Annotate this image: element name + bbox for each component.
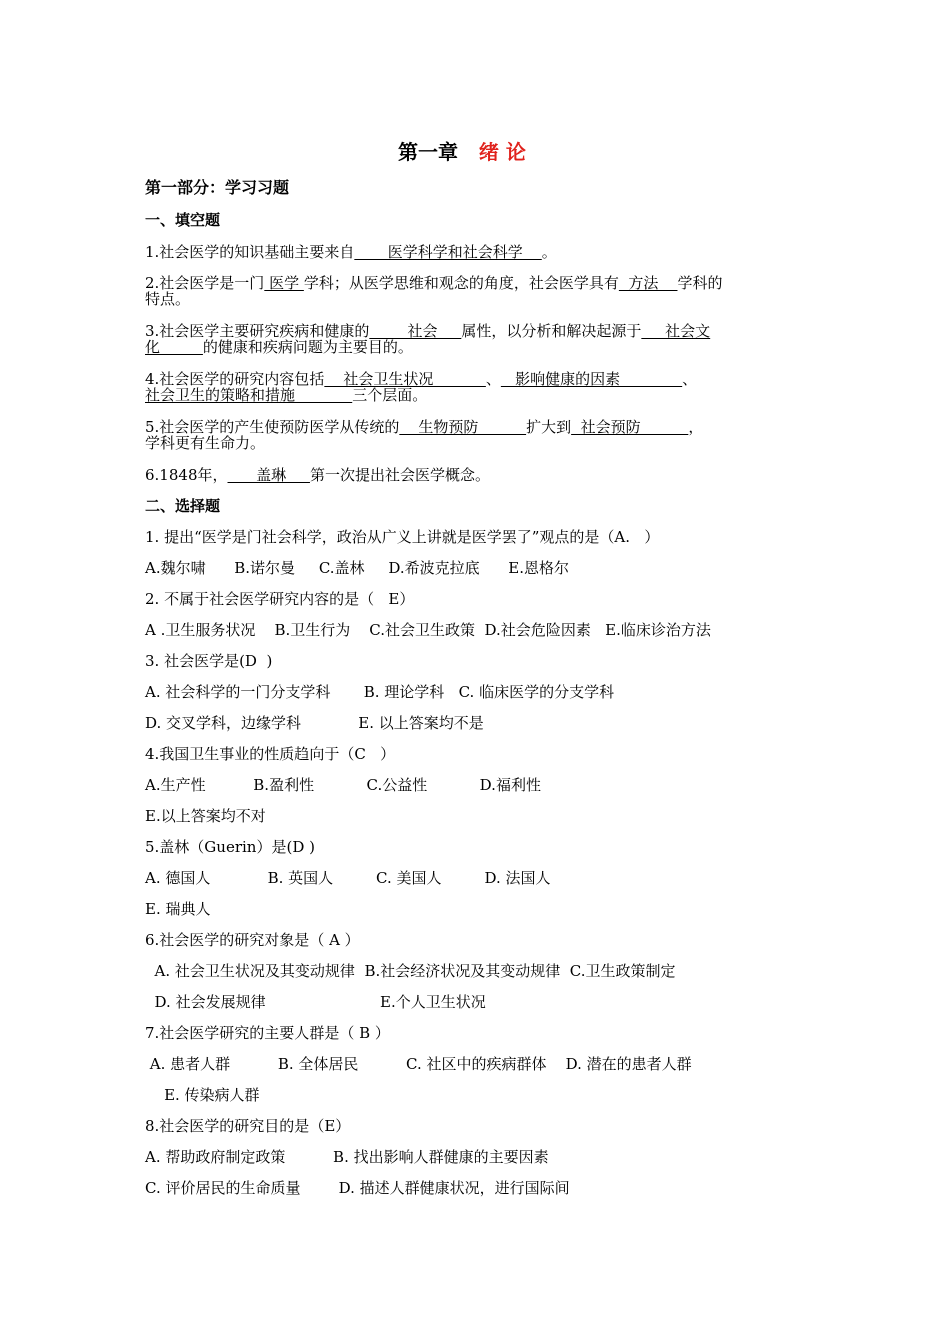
question-text: 6.1848年， (145, 466, 228, 484)
choice-line: 6.社会医学的研究对象是（ A ） (145, 931, 360, 949)
answer-blank: 生物预防 (399, 418, 527, 436)
question-text: 属性，以分析和解决起源于 (461, 322, 642, 340)
question-text: 学科的 (677, 274, 723, 292)
answer-blank: 医学科学和社会科学 (354, 243, 542, 261)
question-text: 5.社会医学的产生使预防医学从传统的 (145, 418, 400, 436)
choice-line: A .卫生服务状况 B.卫生行为 C.社会卫生政策 D.社会危险因素 E.临床诊治方法 (145, 621, 711, 639)
section-fill-blank-title: 一、填空题 (145, 211, 221, 229)
chapter-name: 绪 论 (478, 140, 526, 164)
answer-blank: 社会文 (641, 322, 711, 340)
section-choice-title: 二、选择题 (145, 497, 221, 515)
question-text: 2.社会医学是一门 (145, 274, 265, 292)
choice-line: D. 交叉学科，边缘学科 E. 以上答案均不是 (145, 714, 484, 732)
choice-line: C. 评价居民的生命质量 D. 描述人群健康状况，进行国际间 (145, 1179, 570, 1197)
choice-line: 5.盖林（Guerin）是(D ) (145, 838, 315, 856)
question-text: 1.社会医学的知识基础主要来自 (145, 243, 355, 261)
fill-question-5-cont: 学科更有生命力。 (145, 434, 266, 452)
fill-question-2 (145, 274, 723, 292)
question-text: 扩大到 (526, 418, 572, 436)
choice-line: A. 德国人 B. 英国人 C. 美国人 D. 法国人 (145, 869, 551, 887)
choice-line: A. 患者人群 B. 全体居民 C. 社区中的疾病群体 D. 潜在的患者人群 (145, 1055, 692, 1073)
choice-line: 3. 社会医学是(D ) (145, 652, 273, 670)
question-text: 、 (682, 370, 698, 388)
question-text: 4.社会医学的研究内容包括 (145, 370, 325, 388)
question-text: 、 (485, 370, 501, 388)
question-text: 学科；从医学思维和观念的角度，社会医学具有 (303, 274, 619, 292)
choice-line: 1. 提出“医学是门社会科学，政治从广义上讲就是医学罢了”观点的是（A. ） (145, 528, 660, 546)
answer-blank: 社会卫生状况 (324, 370, 486, 388)
answer-blank: 方法 (618, 274, 678, 292)
chapter-title (398, 140, 526, 164)
fill-question-3-cont (145, 338, 413, 356)
answer-blank: 盖琳 (227, 466, 310, 484)
choice-line: A. 社会卫生状况及其变动规律 B.社会经济状况及其变动规律 C.卫生政策制定 (145, 962, 676, 980)
choice-line: E. 瑞典人 (145, 900, 211, 918)
answer-blank: 化 (145, 338, 203, 356)
choice-line: D. 社会发展规律 E.个人卫生状况 (145, 993, 486, 1011)
answer-blank: 影响健康的因素 (500, 370, 683, 388)
choice-line: A.魏尔啸 B.诺尔曼 C.盖林 D.希波克拉底 E.恩格尔 (145, 559, 569, 577)
choice-line: E. 传染病人群 (145, 1086, 260, 1104)
choice-line: A. 社会科学的一门分支学科 B. 理论学科 C. 临床医学的分支学科 (145, 683, 615, 701)
question-text: 。 (541, 243, 557, 261)
fill-question-1 (145, 243, 557, 261)
fill-question-4-cont (145, 386, 427, 404)
question-text: 3.社会医学主要研究疾病和健康的 (145, 322, 370, 340)
answer-blank: 社会预防 (571, 418, 689, 436)
question-text: 第一次提出社会医学概念。 (309, 466, 490, 484)
question-text: 的健康和疾病问题为主要目的。 (202, 338, 413, 356)
chapter-prefix: 第一章 (398, 140, 458, 164)
answer-blank: 医学 (264, 274, 304, 292)
answer-blank: 社会卫生的策略和措施 (145, 386, 353, 404)
choice-line: A.生产性 B.盈利性 C.公益性 D.福利性 (145, 776, 541, 794)
choice-line: E.以上答案均不对 (145, 807, 266, 825)
answer-blank: 社会 (369, 322, 462, 340)
fill-question-6 (145, 466, 490, 484)
choice-line: 7.社会医学研究的主要人群是（ B ） (145, 1024, 390, 1042)
part-title: 第一部分：学习习题 (145, 178, 290, 197)
choice-line: 4.我国卫生事业的性质趋向于（C ） (145, 745, 396, 763)
question-text: 三个层面。 (352, 386, 428, 404)
choice-line: 8.社会医学的研究目的是（E） (145, 1117, 351, 1135)
fill-question-2-cont: 特点。 (145, 290, 191, 308)
question-text: ， (688, 418, 704, 436)
choice-line: 2. 不属于社会医学研究内容的是（ E） (145, 590, 415, 608)
choice-line: A. 帮助政府制定政策 B. 找出影响人群健康的主要因素 (145, 1148, 549, 1166)
